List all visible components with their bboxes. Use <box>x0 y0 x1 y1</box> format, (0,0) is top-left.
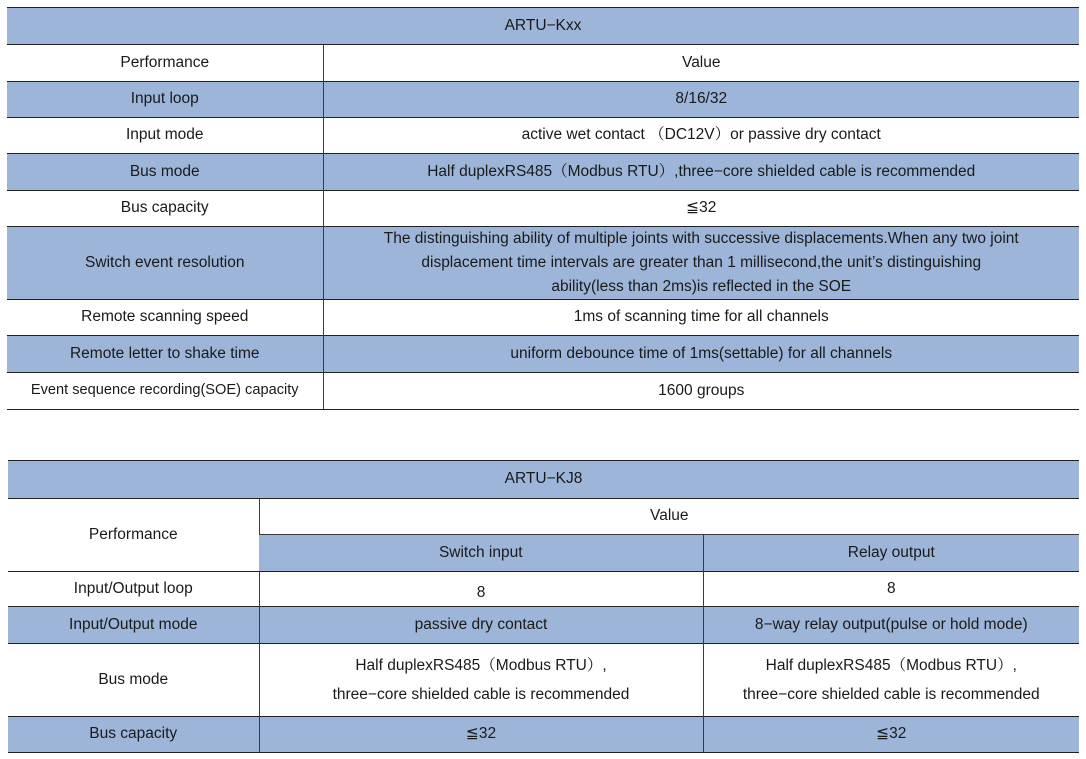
row-relay-value: 8−way relay output(pulse or hold mode) <box>703 607 1079 644</box>
table-row <box>7 336 1079 373</box>
table-title: ARTU−Kxx <box>7 8 1079 45</box>
table-row <box>7 118 1079 154</box>
row-value: active wet contact （DC12V）or passive dry contact <box>323 118 1079 154</box>
table-row <box>7 154 1079 191</box>
row-switch-value-multiline <box>259 644 703 717</box>
table-header-row <box>7 45 1079 82</box>
table-row <box>8 572 1079 607</box>
header-performance: Performance <box>8 499 259 572</box>
table-row <box>7 82 1079 118</box>
table-title-row <box>8 461 1079 499</box>
header-value: Value <box>323 45 1079 82</box>
table-header-row <box>8 499 1079 535</box>
row-relay-value-multiline <box>703 644 1079 717</box>
value-line: three−core shielded cable is recommended <box>332 686 630 703</box>
row-value: uniform debounce time of 1ms(settable) for all channels <box>323 336 1079 373</box>
row-label: Switch event resolution <box>7 227 323 300</box>
row-label: Remote letter to shake time <box>7 336 323 373</box>
table-row <box>8 717 1079 753</box>
artu-kxx-table <box>7 7 1079 410</box>
row-switch-value: ≦32 <box>259 717 703 753</box>
row-label: Input mode <box>7 118 323 154</box>
row-label: Bus mode <box>8 644 259 717</box>
table-row <box>7 373 1079 410</box>
value-line: Half duplexRS485（Modbus RTU）, <box>355 657 607 674</box>
row-value-multiline <box>323 227 1079 300</box>
row-value: ≦32 <box>323 191 1079 227</box>
table-row <box>8 644 1079 717</box>
row-label: Bus capacity <box>7 191 323 227</box>
header-value: Value <box>259 499 1079 535</box>
row-switch-value: 8 <box>259 572 703 607</box>
row-label: Input/Output mode <box>8 607 259 644</box>
table-title: ARTU−KJ8 <box>8 461 1079 499</box>
table-row <box>7 227 1079 300</box>
row-value: 1600 groups <box>323 373 1079 410</box>
header-switch-input: Switch input <box>259 535 703 572</box>
row-relay-value: 8 <box>703 572 1079 607</box>
value-line: three−core shielded cable is recommended <box>742 686 1040 703</box>
row-value: Half duplexRS485（Modbus RTU）,three−core shielded cable is recommended <box>323 154 1079 191</box>
row-label: Input/Output loop <box>8 572 259 607</box>
row-label: Bus mode <box>7 154 323 191</box>
value-line: displacement time intervals are greater than 1 millisecond,the unit’s distinguishing <box>421 254 982 271</box>
table-row <box>8 607 1079 644</box>
artu-kj8-table <box>8 460 1079 753</box>
value-line: Half duplexRS485（Modbus RTU）, <box>765 657 1017 674</box>
row-relay-value: ≦32 <box>703 717 1079 753</box>
table-title-row <box>7 8 1079 45</box>
table-row <box>7 191 1079 227</box>
value-line: The distinguishing ability of multiple joints with successive displacements.When any two joint <box>383 230 1019 247</box>
row-value: 8/16/32 <box>323 82 1079 118</box>
row-label: Remote scanning speed <box>7 300 323 336</box>
table-row <box>7 300 1079 336</box>
row-label: Bus capacity <box>8 717 259 753</box>
row-switch-value: passive dry contact <box>259 607 703 644</box>
header-performance: Performance <box>7 45 323 82</box>
value-line: ability(less than 2ms)is reflected in the SOE <box>551 278 852 295</box>
row-label: Event sequence recording(SOE) capacity <box>7 373 323 410</box>
row-value: 1ms of scanning time for all channels <box>323 300 1079 336</box>
header-relay-output: Relay output <box>703 535 1079 572</box>
row-label: Input loop <box>7 82 323 118</box>
